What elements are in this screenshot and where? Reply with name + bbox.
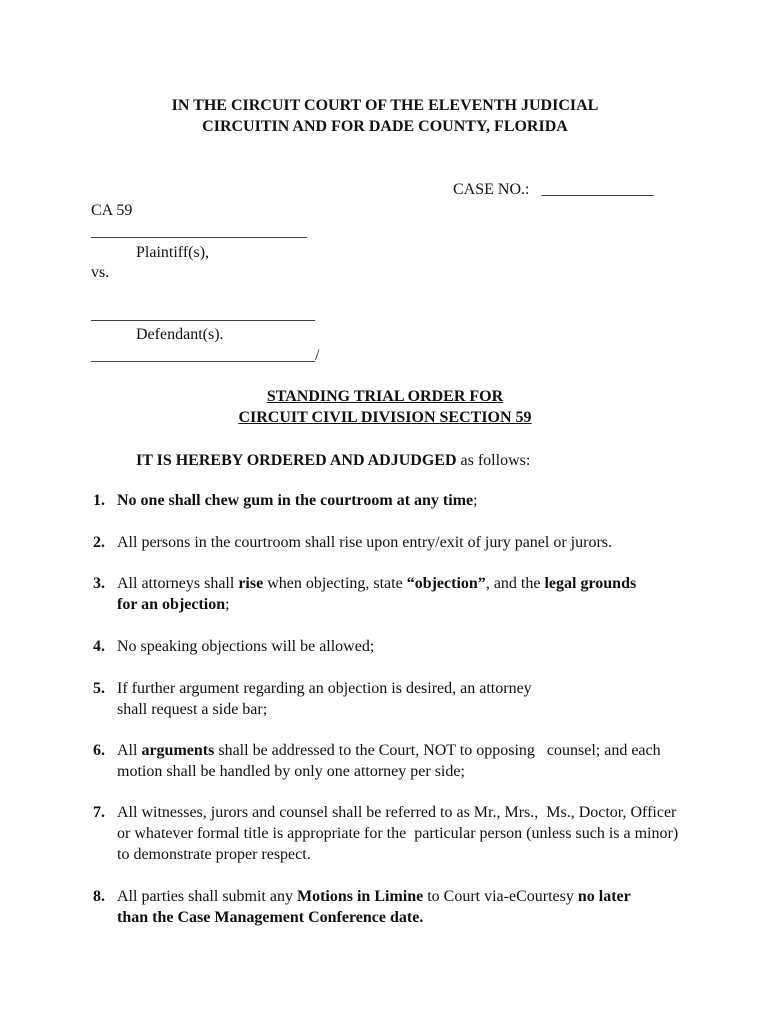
order-item-4: [93, 636, 693, 657]
defendant-label: Defendant(s).: [136, 326, 224, 343]
item-number: 8.: [93, 888, 105, 905]
order-item-2: [93, 532, 733, 553]
order-intro-rest: as follows:: [456, 452, 531, 469]
item-text: If further argument regarding an objection is desired, an attorney shall request a side bar;: [117, 680, 532, 718]
item-number: 6.: [93, 742, 105, 759]
item-number: 5.: [93, 680, 105, 697]
order-item-8: [93, 886, 653, 928]
order-intro-bold: IT IS HEREBY ORDERED AND ADJUDGED: [136, 452, 457, 469]
order-intro: [136, 450, 530, 471]
case-number-label: CASE NO.:: [453, 181, 530, 198]
caption-closing-line: ____________________________/: [91, 347, 320, 364]
versus-label: vs.: [91, 264, 110, 281]
defendant-blank-line: ____________________________: [91, 306, 315, 323]
item-number: 4.: [93, 638, 105, 655]
item-text: All persons in the courtroom shall rise upon entry/exit of jury panel or jurors.: [117, 534, 613, 551]
item-number: 3.: [93, 575, 105, 592]
case-number: [453, 179, 653, 200]
item-number: 7.: [93, 804, 105, 821]
order-title-line-2: CIRCUIT CIVIL DIVISION SECTION 59: [238, 409, 532, 426]
plaintiff-blank-line: ___________________________: [91, 223, 307, 240]
item-text: No one shall chew gum in the courtroom at any time;: [117, 492, 478, 509]
case-prefix: CA 59: [91, 202, 133, 219]
order-item-6: [93, 740, 693, 782]
item-text: No speaking objections will be allowed;: [117, 638, 375, 655]
item-number: 2.: [93, 534, 105, 551]
case-number-blank: ______________: [541, 181, 654, 198]
order-item-3: [93, 573, 653, 615]
item-text: All witnesses, jurors and counsel shall be referred to as Mr., Mrs., Ms., Doctor, Officer or whatever formal title is appropriate for the particular person (unless such is a minor) to demonstrate proper respect.: [117, 804, 683, 863]
item-text: All parties shall submit any Motions in Limine to Court via-eCourtesy no later than the Case Management Conference date.: [117, 888, 631, 926]
item-text: All arguments shall be addressed to the Court, NOT to opposing counsel; and each motion shall be handled by only one attorney per side;: [117, 742, 665, 780]
item-text: All attorneys shall rise when objecting, state “objection”, and the legal grounds for an objection;: [117, 575, 637, 613]
order-item-7: [93, 802, 693, 865]
plaintiff-label: Plaintiff(s),: [136, 244, 210, 261]
order-item-5: [93, 678, 693, 720]
court-header-line-2: CIRCUITIN AND FOR DADE COUNTY, FLORIDA: [202, 118, 568, 135]
order-item-1: [93, 490, 693, 511]
item-number: 1.: [93, 492, 105, 509]
order-title-line-1: STANDING TRIAL ORDER FOR: [266, 388, 504, 405]
court-header-line-1: IN THE CIRCUIT COURT OF THE ELEVENTH JUDICIAL: [171, 97, 599, 114]
